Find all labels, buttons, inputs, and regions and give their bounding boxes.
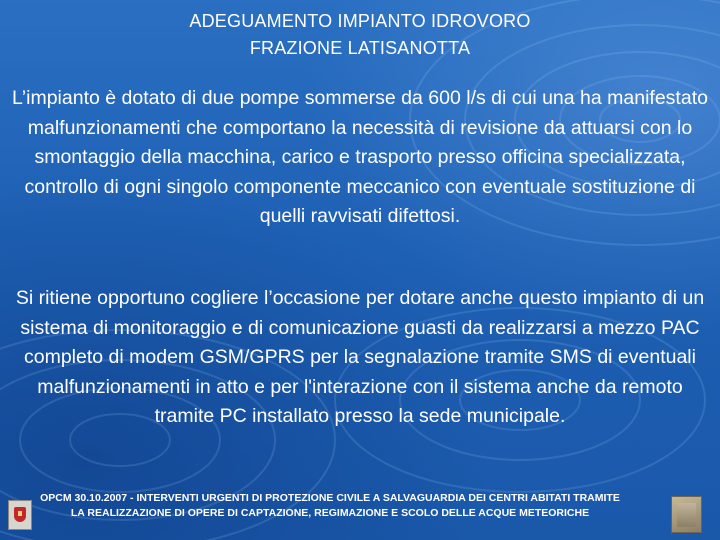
stone-emblem-icon [671,496,702,533]
paragraph-pump-description: L’impianto è dotato di due pompe sommerse da 600 l/s di cui una ha manifestato malfunzionamenti che comportano la necessità di revisione da attuarsi con lo smontaggio della macchina, carico e trasporto presso officina specializzata, controllo di ogni singolo componente meccanico con eventuale sostituzione di quelli ravvisati difettosi. [12,87,708,227]
municipal-crest-icon [8,500,32,530]
title-line-2: FRAZIONE LATISANOTTA [249,38,471,58]
slide-title [0,8,720,62]
crest-shield [14,507,26,522]
title-line-1: ADEGUAMENTO IMPIANTO IDROVORO [189,11,531,31]
footer-note: OPCM 30.10.2007 - INTERVENTI URGENTI DI PROTEZIONE CIVILE A SALVAGUARDIA DEI CENTRI ABITATI TRAMITE LA REALIZZAZIONE DI OPERE DI CAPTAZIONE, REGIMAZIONE E SCOLO DELLE ACQUE METEORICHE [40,492,620,519]
paragraph-monitoring-system: Si ritiene opportuno cogliere l’occasione per dotare anche questo impianto di un sistema di monitoraggio e di comunicazione guasti da realizzarsi a mezzo PAC completo di modem GSM/GPRS per la segnalazione tramite SMS di eventuali malfunzionamenti in atto e per l'interazione con il sistema anche da remoto tramite PC installato presso la sede municipale. [15,287,705,427]
